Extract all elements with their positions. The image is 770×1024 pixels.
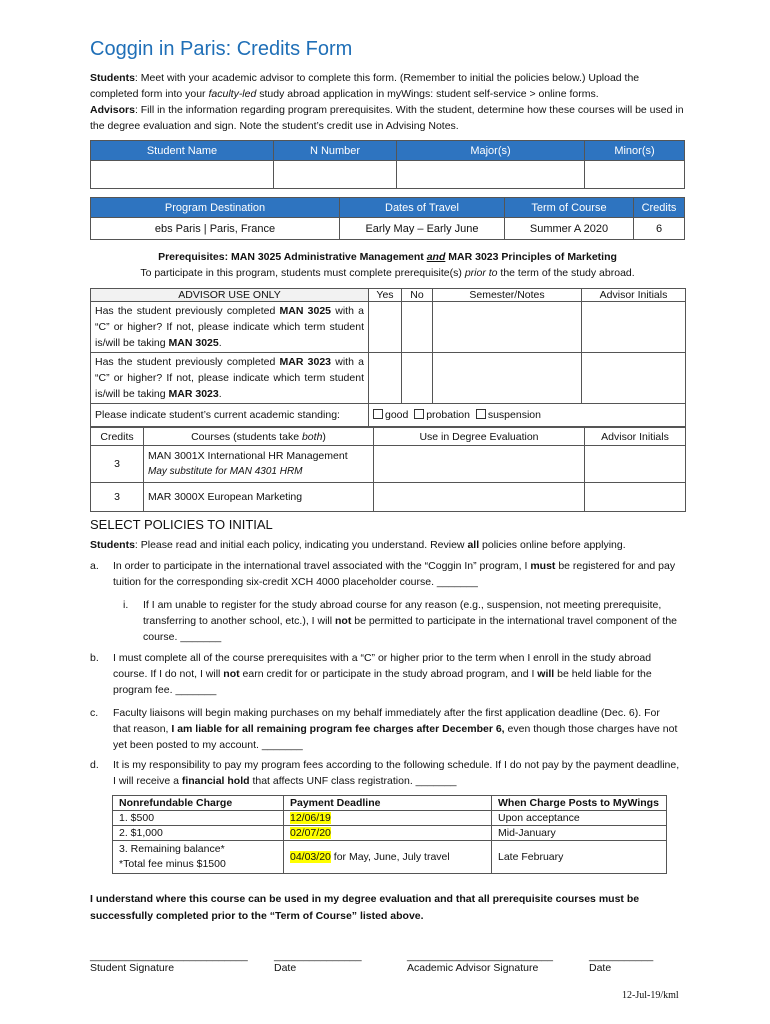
course-initials-cell[interactable] — [585, 483, 686, 512]
man3025-notes-cell[interactable] — [433, 302, 582, 353]
header-program-destination: Program Destination — [91, 198, 340, 218]
advisor-signature-line[interactable]: _________________________ — [407, 950, 553, 962]
course-credits: 3 — [91, 483, 144, 512]
header-credits: Credits — [634, 198, 685, 218]
header-dates-of-travel: Dates of Travel — [340, 198, 505, 218]
header-course-initials: Advisor Initials — [585, 428, 686, 446]
header-use-in-degree: Use in Degree Evaluation — [374, 428, 585, 446]
policy-a: a. In order to participate in the international travel associated with the “Coggin In” program, I must be registered for and pay tuition for the corresponding six-credit XCH 4000 placeholder course. _______ — [90, 560, 676, 588]
footer-revision: 12-Jul-19/kml — [622, 990, 679, 1001]
header-advisor-use-only: ADVISOR USE ONLY — [91, 289, 369, 302]
question-mar3023: Has the student previously completed MAR 3023 with a “C” or higher? If not, please indicate which term student is/will be taking MAR 3023. — [91, 353, 369, 404]
mar3023-no-cell[interactable] — [402, 353, 433, 404]
mar3023-notes-cell[interactable] — [433, 353, 582, 404]
policy-a-i: i. If I am unable to register for the study abroad course for any reason (e.g., suspension, not meeting prerequisite, transferring to another school, etc.), I will not be permitted to participate in the international travel component of the course. _______ — [123, 599, 678, 643]
closing-statement: I understand where this course can be used in my degree evaluation and that all prerequisite courses must be successfully completed prior to the “Term of Course” listed above. — [90, 893, 640, 922]
policies-intro: Students: Please read and initial each policy, indicating you understand. Review all policies online before applying. — [90, 539, 626, 551]
header-n-number: N Number — [274, 141, 397, 161]
course-initials-cell[interactable] — [585, 446, 686, 483]
course-name: MAR 3000X European Marketing — [144, 483, 374, 512]
prerequisites-text: Prerequisites: MAN 3025 Administrative Management and MAR 3023 Principles of Marketing To participate in this program, students must complete prerequisite(s) prior to the term of the study abroad. — [140, 251, 635, 279]
advisor-table — [90, 288, 686, 427]
credits-value: 6 — [634, 218, 685, 240]
man3025-initials-cell[interactable] — [582, 302, 686, 353]
policy-d: d. It is my responsibility to pay my program fees according to the following schedule. If I do not pay by the payment deadline, I will receive a financial hold that affects UNF class registration. _______ — [90, 759, 680, 787]
student-date-label: Date — [274, 962, 297, 974]
minors-field[interactable] — [585, 161, 685, 189]
header-payment-deadline: Payment Deadline — [284, 796, 492, 811]
checkbox-good[interactable] — [373, 409, 383, 419]
student-signature-label: Student Signature — [90, 962, 175, 974]
fee-deadline: 04/03/20 for May, June, July travel — [284, 841, 492, 874]
term-of-course: Summer A 2020 — [505, 218, 634, 240]
man3025-yes-cell[interactable] — [369, 302, 402, 353]
course-name: MAN 3001X International HR Management May substitute for MAN 4301 HRM — [144, 446, 374, 483]
program-destination: ebs Paris | Paris, France — [91, 218, 340, 240]
n-number-field[interactable] — [274, 161, 397, 189]
header-majors: Major(s) — [397, 141, 585, 161]
fee-deadline: 02/07/20 — [284, 826, 492, 841]
intro-text: Students: Meet with your academic advisor to complete this form. (Remember to initial the policies below.) Upload the completed form into your faculty-led study abroad application in myWings: student self-service > online forms. Advisors: Fill in the information regarding program prerequisites. With the student, determine how these courses will be used in the degree evaluation and sign. Note the student’s credit use in Advising Notes. — [90, 72, 684, 132]
policies-heading: SELECT POLICIES TO INITIAL — [90, 517, 273, 532]
header-charge-posts: When Charge Posts to MyWings — [492, 796, 667, 811]
course-degree-use-cell[interactable] — [374, 483, 585, 512]
advisor-signature-label: Academic Advisor Signature — [407, 962, 539, 974]
fee-deadline: 12/06/19 — [284, 811, 492, 826]
advisor-date-label: Date — [589, 962, 612, 974]
standing-label: Please indicate student’s current academic standing: — [91, 404, 369, 427]
mar3023-yes-cell[interactable] — [369, 353, 402, 404]
header-course-credits: Credits — [91, 428, 144, 446]
fee-schedule-table — [112, 795, 667, 874]
header-advisor-initials: Advisor Initials — [582, 289, 686, 302]
checkbox-probation[interactable] — [414, 409, 424, 419]
student-signature-line[interactable]: ___________________________ — [90, 950, 248, 962]
policy-c: c. Faculty liaisons will begin making purchases on my behalf immediately after the first application deadline (Dec. 6). For that reason, I am liable for all remaining program fee charges after December 6, even though those charges have not yet been posted to my account. _______ — [90, 707, 678, 751]
header-yes: Yes — [369, 289, 402, 302]
checkbox-suspension[interactable] — [476, 409, 486, 419]
fee-charge: 3. Remaining balance* *Total fee minus $1500 — [113, 841, 284, 874]
header-term-of-course: Term of Course — [505, 198, 634, 218]
dates-of-travel: Early May – Early June — [340, 218, 505, 240]
header-student-name: Student Name — [91, 141, 274, 161]
course-degree-use-cell[interactable] — [374, 446, 585, 483]
header-semester-notes: Semester/Notes — [433, 289, 582, 302]
header-nonrefundable-charge: Nonrefundable Charge — [113, 796, 284, 811]
header-no: No — [402, 289, 433, 302]
fee-charge: 1. $500 — [113, 811, 284, 826]
program-table — [90, 197, 685, 240]
course-table — [90, 427, 686, 512]
header-minors: Minor(s) — [585, 141, 685, 161]
student-date-line[interactable]: _______________ — [274, 950, 362, 962]
student-info-table — [90, 140, 685, 189]
man3025-no-cell[interactable] — [402, 302, 433, 353]
fee-posts: Mid-January — [492, 826, 667, 841]
policy-b: b. I must complete all of the course prerequisites with a “C” or higher prior to the term when I enroll in the study abroad course. If I do not, I will not earn credit for or participate in the study abroad program, and I will be held liable for the program fee. _______ — [90, 652, 652, 696]
page-title: Coggin in Paris: Credits Form — [90, 38, 353, 60]
fee-posts: Late February — [492, 841, 667, 874]
header-courses: Courses (students take both) — [144, 428, 374, 446]
advisor-date-line[interactable]: ___________ — [589, 950, 654, 962]
student-name-field[interactable] — [91, 161, 274, 189]
standing-options: good probation suspension — [369, 404, 582, 427]
majors-field[interactable] — [397, 161, 585, 189]
fee-posts: Upon acceptance — [492, 811, 667, 826]
mar3023-initials-cell[interactable] — [582, 353, 686, 404]
question-man3025: Has the student previously completed MAN 3025 with a “C” or higher? If not, please indicate which term student is/will be taking MAN 3025. — [91, 302, 369, 353]
course-credits: 3 — [91, 446, 144, 483]
fee-charge: 2. $1,000 — [113, 826, 284, 841]
